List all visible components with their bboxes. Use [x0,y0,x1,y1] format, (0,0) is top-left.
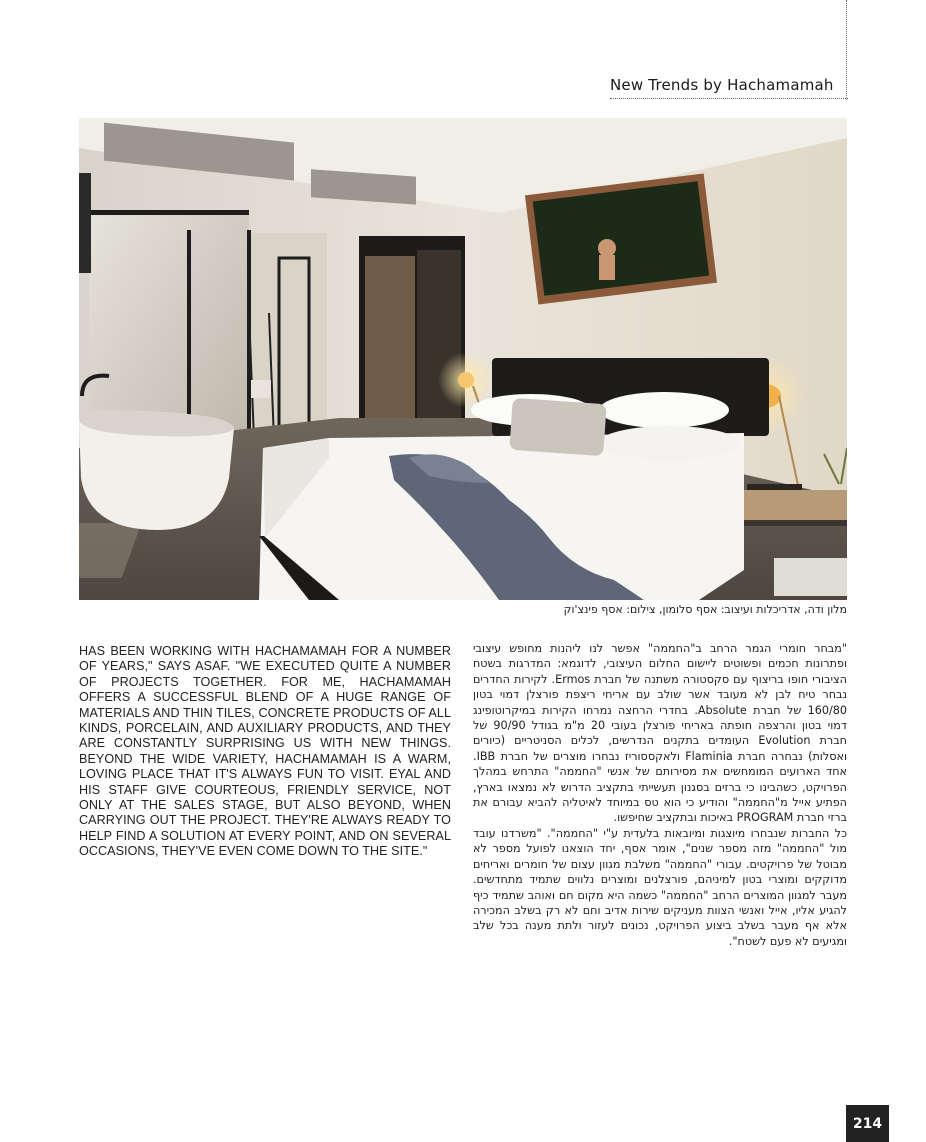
hebrew-text-column [473,641,847,949]
english-quote-column: HAS BEEN WORKING WITH HACHAMAMAH FOR A NUMBER OF YEARS," SAYS ASAF. "WE EXECUTED QUITE A NUMBER OF PROJECTS TOGETHER. FOR ME, HACHAMAMAH OFFERS A SUCCESSFUL BLEND OF A HUGE RANGE OF MATERIALS AND THIN TILES, CONCRETE PRODUCTS OF ALL KINDS, PORCELAIN, AND AUXILIARY PRODUCTS, AND THEY ARE CONSTANTLY SURPRISING US WITH NEW THINGS. BEYOND THE WIDE VARIETY, HACHAMAMAH IS A WARM, LOVING PLACE THAT IT'S ALWAYS FUN TO VISIT. EYAL AND HIS STAFF GIVE COURTEOUS, FRIENDLY SERVICE, NOT ONLY AT THE SALES STAGE, BUT ALSO BEYOND, WHEN CARRYING OUT THE PROJECT. THEY'RE ALWAYS READY TO HELP FIND A SOLUTION AT EVERY POINT, AND ON SEVERAL OCCASIONS, THEY'VE EVEN COME DOWN TO THE SITE." [79,644,451,859]
page-number: 214 [846,1105,889,1142]
photo-caption: מלון ודה, אדריכלות ועיצוב: אסף סלומון, צילום: אסף פינצ'וק [563,603,847,616]
hotel-room-photo [79,118,847,600]
header-vertical-rule [846,0,847,100]
page-header-title: New Trends by Hachamamah [610,76,834,94]
header-rule [610,98,848,99]
hebrew-paragraph: כל החברות שנבחרו מיוצגות ומיובאות בלעדית ע"י "החממה". "משרדנו עובד מול "החממה" מזה מספר שנים", אומר אסף, יחד הוצאנו לפועל מספר לא מבוטל של פרויקטים. עבורי "החממה" משלבת מגוון עצום של חומרים ואריחים מדוקקים ומוצרי בטון למיניהם, פורצלנים ומוצרים נלווים שתמיד מתחדשים. מעבר למגוון המוצרים הרחב "החממה" כשמה היא מקום חם ואוהב שתמיד כיף להגיע אליו, אייל ואנשי הצוות מעניקים שירות אדיב וחם לא רק בשלב המכירה אלא אף מעבר בשלב ביצוע הפרויקט, נכונים לעזור ולתת מענה בכל שלב ומגיעים לא פעם לשטח". [473,826,847,948]
hebrew-paragraph: "מבחר חומרי הגמר הרחב ב"החממה" אפשר לנו ליהנות מחופש עיצובי ופתרונות חכמים ופשוטים ליישום החלום העיצובי, לדוגמא: המדרגות בשטח הציבורי חופו בריצוף עם סקסטורה משתנה של חברת Ermos. לקירות החדרים נבחר טיח לבן לא מעובד אשר שולב עם אריחי ריצפת פורצלן דמוי בטון 160/80 של חברת Absolute. בחדרי הרחצה נמרחו הקירות במיקרוטופינג דמוי בטון והרצפה חופתה באריחי פורצלן בעובי 20 מ"מ בגודל 90/90 של חברת Evolution העומדים בתקנים הנדרשים, לכלים הסניטריים (כיורים ואסלות) נבחרה חברת Flaminia ולאקססוריז נבחרו מוצרים של חברת IBB. אחד הארועים המומחשים את מסירותם של אנשי "החממה" התרחש במהלך הפרויקט, כשהבינו כי ברזים בסגנון תעשייתי בתקציב הדרוש לא נמצאו בארץ, הפתיע אייל מ"החממה" והודיע כי הוא טס במיוחד לאיטליה להביא עבורם את ברזי חברת PROGRAM באיכות ובתקציב שחיפשו. [473,642,847,825]
